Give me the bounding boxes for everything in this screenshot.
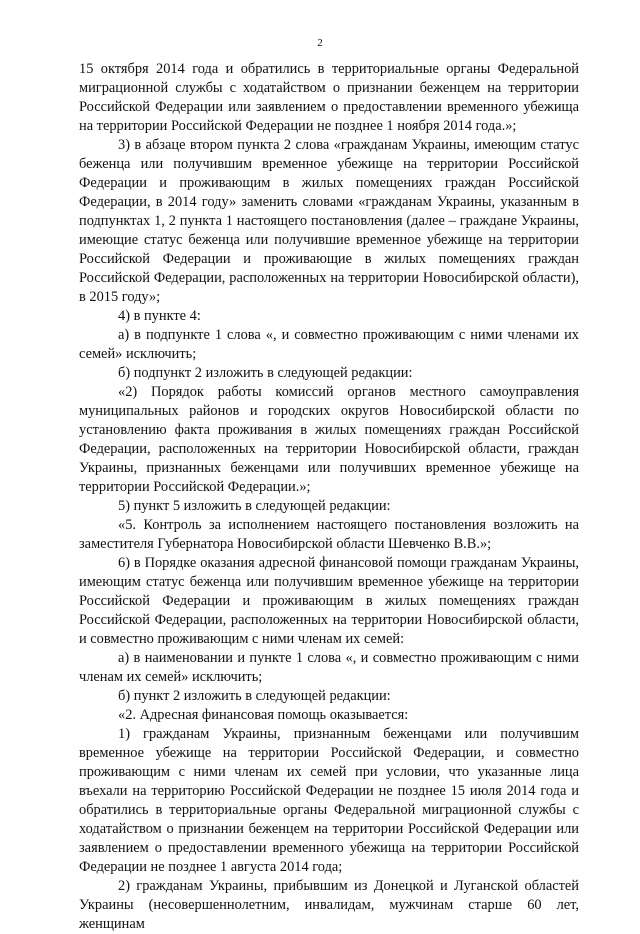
paragraph-subitem-2: 2) гражданам Украины, прибывшим из Донецкой и Луганской областей Украины (несовершеннолетним, инвалидам, мужчинам старше 60 лет, женщинам [79, 878, 579, 932]
paragraph-subitem-b-2: б) пункт 2 изложить в следующей редакции: [118, 688, 391, 704]
paragraph-continuation: 15 октября 2014 года и обратились в территориальные органы Федеральной миграционной службы с ходатайством о признании беженцем на территории Российской Федерации или заявлением о предоставлении временного убежища на территории Российской Федерации не позднее 1 ноября 2014 года.»; [79, 61, 579, 134]
paragraph-item-4: 4) в пункте 4: [118, 308, 201, 324]
paragraph-subitem-1: 1) гражданам Украины, признанным беженцами или получившим временное убежище на территории Российской Федерации, и совместно проживающим с ними членам их семей при условии, что указанные лица въехали на территорию Российской Федерации не позднее 15 июля 2014 года и обратились в территориальные органы Федеральной миграционной службы с ходатайством о признании беженцем на территории Российской Федерации или заявлением о предоставлении временного убежища на территории Российской Федерации не позднее 1 августа 2014 года; [79, 726, 579, 875]
paragraph-subitem-a-2: а) в наименовании и пункте 1 слова «, и совместно проживающим с ними членам их семей» исключить; [79, 650, 579, 685]
paragraph-quoted-item-5: «5. Контроль за исполнением настоящего постановления возложить на заместителя Губернатора Новосибирской области Шевченко В.В.»; [79, 517, 579, 552]
paragraph-quoted-subitem-2: «2) Порядок работы комиссий органов местного самоуправления муниципальных районов и городских округов Новосибирской области по установлению факта проживания в жилых помещениях граждан Российской Федерации, расположенных на территории Новосибирской области, граждан Украины, признанных беженцами или получивших временное убежище на территории Российской Федерации.»; [79, 384, 579, 495]
page-number: 2 [317, 37, 323, 49]
document-body [79, 60, 579, 934]
paragraph-item-5: 5) пункт 5 изложить в следующей редакции: [118, 498, 391, 514]
paragraph-quoted-item-2: «2. Адресная финансовая помощь оказывается: [118, 707, 409, 723]
paragraph-item-6: 6) в Порядке оказания адресной финансовой помощи гражданам Украины, имеющим статус беженца или получившим временное убежище на территории Российской Федерации и проживающим в жилых помещениях граждан Российской Федерации, расположенных на территории Новосибирской области, и совместно проживающим с ними членам их семей: [79, 555, 579, 647]
paragraph-item-3: 3) в абзаце втором пункта 2 слова «гражданам Украины, имеющим статус беженца или получившим временное убежище на территории Российской Федерации и проживающим в жилых помещениях граждан Российской Федерации, в 2014 году» заменить словами «гражданам Украины, указанным в подпунктах 1, 2 пункта 1 настоящего постановления (далее – граждане Украины, имеющие статус беженца или получившие временное убежище на территории Российской Федерации и проживающие в жилых помещениях граждан Российской Федерации, расположенных на территории Новосибирской области), в 2015 году»; [79, 137, 579, 305]
paragraph-subitem-b: б) подпункт 2 изложить в следующей редакции: [118, 365, 413, 381]
paragraph-subitem-a: а) в подпункте 1 слова «, и совместно проживающим с ними членами их семей» исключить; [79, 327, 579, 362]
